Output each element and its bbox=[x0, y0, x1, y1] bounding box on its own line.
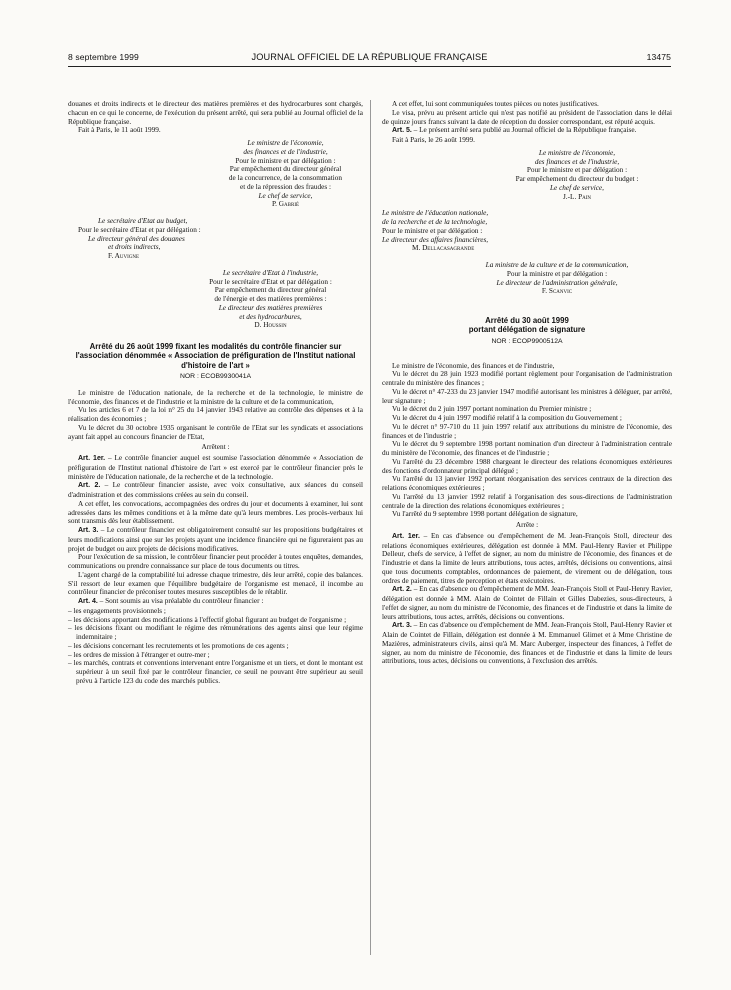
visa-paragraph: Vu le décret du 9 septembre 1998 portant nomination d'un directeur à l'administration centrale du ministère de l'économie, des finances et de l'industrie ; bbox=[382, 440, 672, 458]
column-divider bbox=[370, 100, 371, 955]
signature-block-budget: Le secrétaire d'Etat au budget, Pour le secrétaire d'Etat et par délégation : Le directeur général des douanes et droits indirects, F. Auvigne bbox=[68, 217, 363, 261]
nor-reference: NOR : ECOP9900512A bbox=[491, 337, 563, 345]
signature-block-culture: La ministre de la culture et de la communication, Pour la ministre et par délégation : Le directeur de l'administration générale, F. Scanvic bbox=[382, 261, 672, 296]
visa-paragraph: Le ministre de l'économie, des finances et de l'industrie, bbox=[392, 361, 555, 370]
article-2: Art. 2. – En cas d'absence ou d'empêchement de MM. Jean-François Stoll et Paul-Henry Ravier, délégation est donnée à MM. Alain de Cointet de Fillain et Gilles Dabezies, sous-directeurs, à l'effet de signer, au nom du ministre de l'économie, des finances et de l'industrie et dans la limite de leurs attributions, tous actes, arrêtés, décisions ou conventions. bbox=[382, 585, 673, 621]
header-date: 8 septembre 1999 bbox=[68, 52, 139, 62]
journal-title: JOURNAL OFFICIEL DE LA RÉPUBLIQUE FRANÇAISE bbox=[251, 52, 488, 62]
visa-paragraph: Vu le décret du 4 juin 1997 modifié relatif à la composition du Gouvernement ; bbox=[392, 414, 622, 423]
visa-paragraph: Vu le décret du 2 juin 1997 portant nomination du Premier ministre ; bbox=[392, 405, 592, 414]
article-3-paragraph: L'agent chargé de la comptabilité lui adresse chaque trimestre, dès leur arrêté, copie des balances. S'il ressort de leur examen que l'équilibre budgétaire de l'organisme est menacé, il incombe au contrôleur financier de préconiser toutes mesures susceptibles de le rétablir. bbox=[68, 570, 363, 597]
fait-a-paris: Fait à Paris, le 26 août 1999. bbox=[392, 136, 475, 144]
signatory-name: M. Dellacasagrande bbox=[412, 244, 475, 253]
signatory-name: P. Gabrié bbox=[271, 200, 300, 209]
list-item: – les décisions concernant les recrutements et les promotions de ces agents ; bbox=[68, 642, 363, 651]
visa-paragraph: Vu le décret du 30 octobre 1935 organisant le contrôle de l'Etat sur les syndicats et associations ayant fait appel au concours financier de l'Etat, bbox=[68, 423, 363, 441]
header-rule bbox=[68, 66, 671, 67]
visa-paragraph: Le ministre de l'éducation nationale, de la recherche et de la technologie, le ministre de l'économie, des finances et de l'industrie et la ministre de la culture et de la communication, bbox=[68, 388, 363, 406]
article-1: Art. 1er. – Le contrôle financier auquel est soumise l'association dénommée « Association de préfiguration de l'Institut national d'histoire de l'art » est exercé par le contrôleur financier près le ministère de l'éducation nationale, de la recherche et de la technologie. bbox=[68, 454, 363, 481]
visa-paragraph: Vu le décret n° 47-233 du 23 janvier 1947 modifié autorisant les ministres à déléguer, par arrêté, leur signature ; bbox=[382, 387, 672, 405]
fait-a-paris: Fait à Paris, le 11 août 1999. bbox=[78, 126, 161, 135]
page-number: 13475 bbox=[646, 52, 671, 62]
article-3-paragraph: Pour l'exécution de sa mission, le contrôleur financier peut procéder à toutes enquêtes, demandes, communications ou prendre connaissance sur place de tous documents ou titres. bbox=[68, 553, 363, 571]
signature-block-economie: Le ministre de l'économie, des finances et de l'industrie, Pour le ministre et par délégation : Par empêchement du directeur général de la concurrence, de la consommation et de la répression des fraudes : Le chef de service, P. Gabrié bbox=[68, 139, 363, 209]
visa-paragraph: Vu l'arrêté du 23 décembre 1988 chargeant le directeur des relations économiques extérieures des fonctions d'ordonnateur principal délégué ; bbox=[382, 457, 672, 475]
arrete-2-subtitle: portant délégation de signature bbox=[468, 325, 586, 335]
article-2-paragraph: A cet effet, les convocations, accompagnées des ordres du jour et documents à examiner, lui sont adressées dans les mêmes conditions et à la même date qu'à leurs membres. Les procès-verbaux lui sont transmis dès leur établissement. bbox=[68, 499, 363, 526]
intro-paragraph: douanes et droits indirects et le directeur des matières premières et des hydrocarbures sont chargés, chacun en ce qui le concerne, de l'exécution du présent arrêté, qui sera publié au Journal officiel de la République française. bbox=[68, 100, 363, 126]
signatory-name: F. Auvigne bbox=[108, 252, 140, 260]
article-3: Art. 3. – En cas d'absence ou d'empêchement de MM. Jean-François Stoll, Paul-Henry Ravier et Alain de Cointet de Fillain, délégation est donnée à M. Emmanuel Glimet et à Mme Christine de Mazières, administrateurs civils, ainsi qu'à M. Marc Auberger, inspecteur des finances, à l'effet de signer, au nom du ministre de l'économie, des finances et de l'industrie et dans la limite de leurs attributions, tous actes, décisions ou conventions, à l'exclusion des arrêtés. bbox=[382, 621, 672, 666]
arrete-title: Arrêté du 26 août 1999 fixant les modalités du contrôle financier sur l'association dénommée « Association de préfiguration de l'Institut national d'histoire de l'art » bbox=[75, 342, 356, 370]
signature-block-education: Le ministre de l'éducation nationale, de la recherche et de la technologie, Pour le ministre et par délégation : Le directeur des affaires financières, M. Dellacasagrande bbox=[382, 209, 672, 253]
list-item: – les ordres de mission à l'étranger et outre-mer ; bbox=[68, 651, 363, 660]
right-column bbox=[382, 100, 672, 666]
left-column bbox=[68, 100, 363, 686]
article-1: Art. 1er. – En cas d'absence ou d'empêchement de M. Jean-François Stoll, directeur des relations économiques extérieures, délégation est donnée à MM. Paul-Henry Ravier et Philippe Delleur, chefs de service, à l'effet de signer, au nom du ministre de l'économie, des finances et de l'industrie et dans la limite de leurs attributions, tous actes, arrêtés, décisions ou conventions, ainsi que tous documents comptables, ordonnances de paiement, de virement ou de délégation, tous ordres de paiement, titres de perception et états exécutoires. bbox=[382, 531, 672, 585]
signature-block-economie: Le ministre de l'économie, des finances et de l'industrie, Pour le ministre et par délégation : Par empêchement du directeur du budget : Le chef de service, J.-L. Pain bbox=[382, 149, 672, 202]
signatory-name: F. Scanvic bbox=[541, 287, 573, 296]
article-4-list bbox=[68, 607, 363, 686]
signatory-name: J.-L. Pain bbox=[562, 192, 592, 201]
signatory-name: D. Houssin bbox=[254, 321, 287, 330]
paragraph: Le visa, prévu au présent article qui n'est pas notifié au président de l'association dans le délai de quinze jours francs suivant la date de réception du dossier correspondant, est réputé acquis. bbox=[382, 108, 672, 126]
arretent-heading: Arrêtent : bbox=[201, 443, 230, 452]
visa-paragraph: Vu les articles 6 et 7 de la loi n° 25 du 14 janvier 1943 relative au contrôle des dépenses et à la réalisation des économies ; bbox=[68, 406, 363, 424]
visa-paragraph: Vu le décret n° 97-710 du 11 juin 1997 relatif aux attributions du ministre de l'économie, des finances et de l'industrie ; bbox=[382, 422, 672, 440]
visa-paragraph: Vu l'arrêté du 13 janvier 1992 portant réorganisation des services centraux de la direction des relations économiques extérieures ; bbox=[382, 475, 672, 493]
visa-paragraph: Vu l'arrêté du 9 septembre 1998 portant délégation de signature, bbox=[392, 510, 578, 519]
list-item: – les décisions fixant ou modifiant le régime des rémunérations des agents ainsi que leur régime indemnitaire ; bbox=[68, 624, 363, 642]
article-3: Art. 3. – Le contrôleur financier est obligatoirement consulté sur les propositions budgétaires et leurs modifications ainsi que sur les projets ayant une incidence financière qui ne figureraient pas au projet de budget ou aux projets de décisions modificatives. bbox=[68, 526, 364, 553]
list-item: – les engagements provisionnels ; bbox=[68, 607, 363, 616]
list-item: – les marchés, contrats et conventions intervenant entre l'organisme et un tiers, et dont le montant est supérieur à un seuil fixé par le contrôleur financier, ce seuil ne pouvant être supérieur au seuil prévu à l'article 123 du code des marchés publics. bbox=[68, 659, 363, 685]
paragraph: A cet effet, lui sont communiquées toutes pièces ou notes justificatives. bbox=[392, 100, 599, 108]
list-item: – les décisions apportant des modifications à l'effectif global figurant au budget de l'organisme ; bbox=[68, 616, 363, 625]
article-4: Art. 4. – Sont soumis au visa préalable du contrôleur financier : bbox=[78, 597, 264, 606]
article-5: Art. 5. – Le présent arrêté sera publié au Journal officiel de la République française. bbox=[392, 126, 637, 135]
visa-paragraph: Vu l'arrêté du 13 janvier 1992 relatif à l'organisation des sous-directions de l'administration centrale de la direction des relations économiques extérieures ; bbox=[382, 492, 672, 510]
article-2: Art. 2. – Le contrôleur financier assiste, avec voix consultative, aux séances du conseil d'administration et des commissions créées au sein du conseil. bbox=[68, 481, 363, 500]
arrete-2-title: Arrêté du 30 août 1999 bbox=[485, 316, 569, 325]
signature-block-industrie: Le secrétaire d'Etat à l'industrie, Pour le secrétaire d'Etat et par délégation : Par empêchement du directeur général de l'énergie et des matières premières : Le directeur des matières premières et des hydrocarbures, D. Houssin bbox=[68, 269, 363, 330]
nor-reference: NOR : ECOB9930041A bbox=[179, 373, 252, 381]
visa-paragraph: Vu le décret du 28 juin 1923 modifié portant règlement pour l'organisation de l'administration centrale du ministère des finances ; bbox=[382, 370, 672, 388]
arrete-heading: Arrête : bbox=[515, 521, 539, 530]
